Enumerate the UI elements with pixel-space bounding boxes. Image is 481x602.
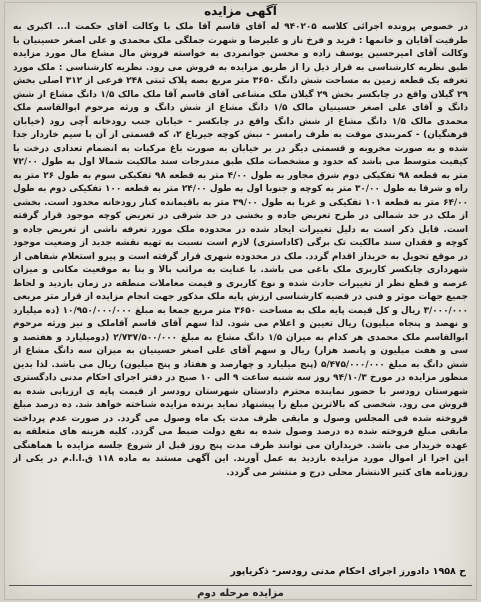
notice-footer [15, 563, 466, 579]
notice-title: آگهی مزایده [204, 4, 277, 18]
footer-signature: ح ۱۹۵۸ دادورز اجرای احکام مدنی رودسر- ذکریاپور [230, 565, 466, 577]
divider-line [9, 585, 472, 586]
next-notice-title: مزایده مرحله دوم [197, 588, 284, 599]
newspaper-clipping [4, 2, 477, 600]
notice-body: در خصوص پرونده اجرائی کلاسه ۹۴۰۲۰۵ له آقای قاسم آقا ملک با وکالت آقای حکمت ا... اکبری به طرفیت آقایان و خانمها : فرید و فرخ ناز و علیرضا و شهرت جملگی ملک محمدی و علی اصغر حسینیان با وکالت آقای امیرحسین یوسف زاده و محسن جوانمردی به خواسته فروش مال مشاع مال مورد مزایده طبق نظریه کارشناسی به قرار ذیل را از طریق مزایده به فروش می رود. نظریه کارشناسی : ملک مورد تعرفه یک قطعه زمین به مساحت شش دانگ ۳۶۵۰ متر مربع بصه پلاک ثبتی ۲۴۸ فرعی از ۳۱۲ اصلی بخش ۲۹ گیلان واقع در چابکسر بخش ۲۹ گیلان ملک مشاعی آقای قاسم آقا ملک مالک ۱/۵ دانگ مشاع از شش دانگ و آقای علی اصغر حسینیان مالک ۱/۵ دانگ مشاع از شش دانگ و ورثه مرحوم ابوالقاسم ملک محمدی مالک ۱/۵ دانگ مشاع از شش دانگ واقع در چابکسر - خیابان جنب رودخانه آچی رود (خیابان فرهنگیان) - کمربندی موقت به طرف رامسر - نبش کوچه جیرباغ ۲، که قسمتی از آن با سیم خاردار جدا شده و به صورت مخروبه و قسمتی دیگر در بر خیابان به صورت باغ مرکبات به انضمام تعدادی درخت با کیفیت متوسط می باشد که حدود و مشخصات ملک طبق مندرجات سند مالکیت شمالا اول به طول ۷۲/۰۰ متر به قطعه ۹۸ تفکیکی دوم شرق مجاور به طول ۴/۰۰ متر به قطعه ۹۸ تفکیکی سوم به طول ۲۶ متر به راه و شرقا به طول ۳۰/۰۰ متر به کوچه و جنوبا اول به طول ۲۴/۰۰ متر به قطعه ۱۰۰ تفکیکی دوم به طول ۶۴/۰۰ متر به قطعه ۱۰۱ تفکیکی و غربا به طول ۳۹/۰۰ متر به باقیمانده کنار رودخانه محدود است. بخشی از ملک در حد شمالی در طرح تعریض جاده و بخشی در حد شرقی در تعریض کوچه موجود قرار گرفته است. قابل ذکر است به دلیل تغییرات ایجاد شده در محدوده ملک مورد تعرفه ناشی از تعریض جاده و کوچه و فقدان سند مالکیت تک برگی (کاداستری) لازم است نسبت به تهیه نقشه جدید از وضعیت موجود در موقع تحویل به خریدار اقدام گردد. ملک در محدوده شهری قرار گرفته است و پیرو استعلام شفاهی از شهرداری چابکسر کاربری ملک باغی می باشد. با عنایت به مراتب بالا و بنا به موقعیت مکانی و میزان عرصه و قطع نظر از تغییرات حادث شده و نوع کاربری و قیمت معاملات منطقه در زمان بازدید و لحاظ جمیع جهات موثر و فنی در قضیه کارشناسی ارزش پایه ملک مذکور جهت انجام مزایده از قرار متر مربعی ۳/۰۰۰/۰۰۰ ریال و کل قیمت پایه ملک به مساحت ۳۶۵۰ متر مربع جمعا به مبلغ ۱۰/۹۵۰/۰۰۰/۰۰۰ (ده میلیارد و نهصد و پنجاه میلیون) ریال تعیین و اعلام می شود. لذا سهم آقای قاسم آقاملک و نیز ورثه مرحوم ابوالقاسم ملک محمدی هر کدام به میزان ۱/۵ دانگ مشاع به مبلغ ۲/۷۳۷/۵۰۰/۰۰۰ (دومیلیارد و هفتصد و سی و هفت میلیون و پانصد هزار) ریال و سهم آقای علی اصغر حسینیان به میزان سه دانگ مشاع از شش دانگ به مبلغ ۵/۴۷۵/۰۰۰/۰۰۰ (پنج میلیارد و چهارصد و هفتاد و پنج میلیون) ریال می باشد. لذا بدین منظور مزایده در مورخ ۹۴/۱۰/۳ روز سه شنبه ساعت ۹ الی ۱۰ صبح در دفتر اجرای احکام مدنی دادگستری شهرستان رودسر با حضور نماینده محترم دادستان شهرستان رودسر از قیمت پایه ی ارزیابی شده به فروش می رود. شخصی که بالاترین مبلغ را پیشنهاد نماید برنده مزایده شناخته خواهد شد. ده درصد مبلغ فروخته شده فی المجلس وصول و مابقی ظرف مدت یک ماه وصول می گردد. در صورت عدم پرداخت مابقی مبلغ فروخته شده ده درصد وصول شده به نفع دولت ضبط می گردد. کلیه هزینه های متعلقه به عهده خریدار می باشد. خریداران می توانند ظرف مدت پنج روز قبل از شروع جلسه مزایده با هماهنگی این اجرا از اموال مورد مزایده بازدید به عمل آورند. این آگهی مستند به ماده ۱۱۸ ق.ا.ا.م در یکی از روزنامه های کثیر الانتشار محلی درج و منتشر می گردد. [13, 22, 468, 478]
